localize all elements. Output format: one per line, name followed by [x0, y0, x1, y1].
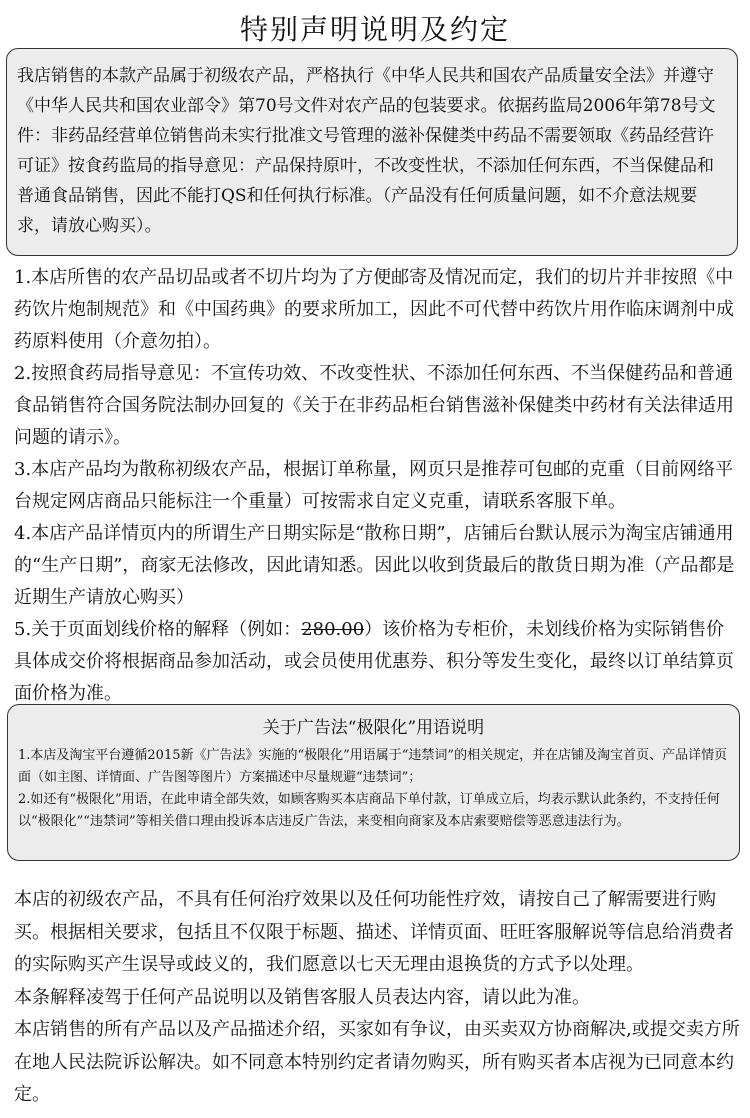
ad-law-notice-box: [7, 704, 740, 861]
term-item-3: 3.本店产品均为散称初级农产品，根据订单称量，网页只是推荐可包邮的克重（目前网络平台规定网店商品只能标注一个重量）可按需求自定义克重，请联系客服下单。: [14, 459, 734, 512]
page-title: 特别声明说明及约定: [239, 13, 510, 46]
intro-notice-box: [6, 48, 738, 256]
term-item-5-prefix: 5.关于页面划线价格的解释（例如：: [14, 619, 302, 640]
closing-paragraph-1: 本店的初级农产品，不具有任何治疗效果以及任何功能性疗效，请按自己了解需要进行购买。根据相关要求，包括且不仅限于标题、描述、详情页面、旺旺客服解说等信息给消费者的实际购买产生误导或歧义的，我们愿意以七天无理由退换货的方式予以处理。: [14, 889, 734, 975]
term-item-2: 2.按照食药局指导意见：不宣传功效、不改变性状、不添加任何东西、不当保健药品和普通食品销售符合国务院法制办回复的《关于在非药品柜台销售滋补保健类中药材有关法律适用问题的请示》。: [14, 363, 734, 448]
term-item-4: 4.本店产品详情页内的所谓生产日期实际是“散称日期”，店铺后台默认展示为淘宝店铺通用的“生产日期”，商家无法修改，因此请知悉。因此以收到货最后的散货日期为准（产品都是近期生产请放心购买）: [14, 523, 735, 608]
numbered-terms: [14, 262, 742, 710]
term-item-1: 1.本店所售的农产品切品或者不切片均为了方便邮寄及情况而定，我们的切片并非按照《中药饮片炮制规范》和《中国药典》的要求所加工，因此不可代替中药饮片用作临床调剂中成药原料使用（介意勿拍）。: [14, 267, 734, 352]
term-item-5: [14, 614, 742, 710]
ad-law-line-2: 2.如还有“极限化”用语，在此申请全部失效，如顾客购买本店商品下单付款，订单成立后，均表示默认此条约，不支持任何以“极限化”“违禁词”等相关借口理由投诉本店违反广告法，来变相向商家及本店索要赔偿等恶意违法行为。: [18, 792, 720, 829]
ad-law-line-1: 1.本店及淘宝平台遵循2015新《广告法》实施的“极限化”用语属于“违禁词”的相关规定，并在店铺及淘宝首页、产品详情页面（如主图、详情面、广告图等图片）方案描述中尽量规避“违禁词”；: [18, 748, 728, 785]
closing-paragraph-3: 本店销售的所有产品以及产品描述介绍，买家如有争议，由买卖双方协商解决,或提交卖方所在地人民法院诉讼解决。如不同意本特别约定者请勿购买，所有购买者本店视为已同意本约定。: [14, 1019, 740, 1105]
ad-law-heading: 关于广告法“极限化”用语说明: [262, 718, 485, 738]
closing-paragraph-2: 本条解释凌驾于任何产品说明以及销售客服人员表达内容，请以此为准。: [14, 986, 590, 1008]
term-item-5-suffix: ）该价格为专柜价，未划线价格为实际销售价具体成交价将根据商品参加活动，或会员使用优惠券、积分等发生变化，最终以订单结算页面价格为准。: [14, 619, 734, 704]
closing-statement: [14, 884, 742, 1112]
intro-notice-text: 我店销售的本款产品属于初级农产品，严格执行《中华人民共和国农产品质量安全法》并遵守《中华人民共和国农业部令》第70号文件对农产品的包装要求。依据药监局2006年第78号文件：非药品经营单位销售尚未实行批准文号管理的滋补保健类中药品不需要领取《药品经营许可证》按食药监局的指导意见：产品保持原叶，不改变性状，不添加任何东西，不当保健品和普通食品销售，因此不能打QS和任何执行标准。（产品没有任何质量问题，如不介意法规要求，请放心购买）。: [17, 66, 716, 236]
strikethrough-price: 280.00: [301, 619, 365, 640]
